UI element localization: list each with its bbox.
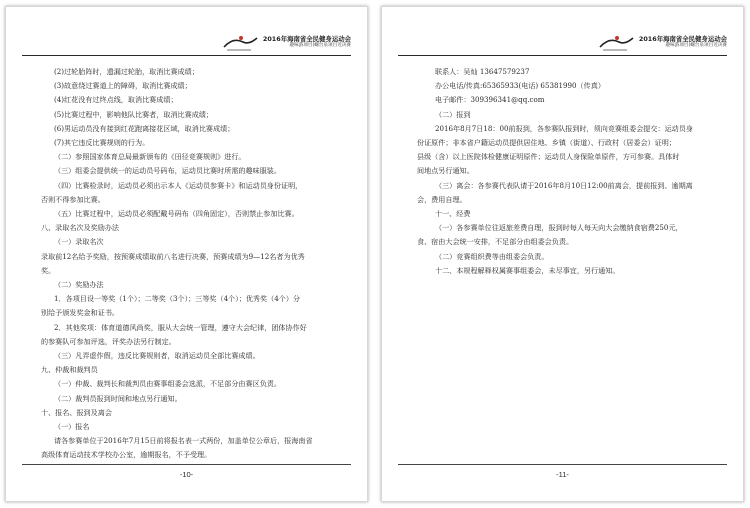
page-body [417, 65, 717, 278]
text-line: (7)其它违反比赛规则的行为。 [54, 138, 150, 148]
text-line: （二）参照国家体育总局最新颁布的《田径竞赛规则》进行。 [54, 152, 246, 162]
text-line: 高级体育运动技术学校办公室，逾期报名，不予受理。 [41, 450, 212, 460]
text-line: 的参赛队可参加评选，评奖办法另行制定。 [41, 336, 176, 346]
text-line: 九、仲裁和裁判员 [41, 365, 98, 375]
text-line: （三）凡弄虚作假，违反比赛规则者，取消运动员全部比赛成绩。 [54, 351, 260, 361]
header-divider [398, 55, 727, 56]
text-line: 十二、本规程解释权属赛事组委会，未尽事宜，另行通知。 [435, 265, 620, 275]
header-title: 2016年海南省全民健身运动会 [262, 35, 351, 43]
text-line: （五）比赛过程中，运动员必须配戴号码布（四角固定），否则禁止参加比赛。 [54, 209, 299, 219]
text-line: （三）离会：各参赛代表队请于2016年8月10日12:00前离会，提前报到、逾期离 [435, 180, 693, 190]
text-line: 十一、经费 [435, 209, 471, 219]
text-line: （一）各参赛单位往返旅差费自理，报到时每人每天向大会缴纳食宿费250元， [435, 223, 683, 233]
text-line: （四）比赛检录时，运动员必须出示本人《运动员参赛卡》和运动员身份证明， [54, 180, 303, 190]
text-line: 否则不得参加比赛。 [41, 194, 105, 204]
text-line: (3)故意绕过赛道上的障碍，取消比赛成绩； [54, 81, 192, 91]
text-line: (5)比赛过程中，影响他队比赛者，取消比赛成绩； [54, 109, 214, 119]
text-line: 办公电话/传真:65365933(电话) 65381990（传真） [435, 81, 605, 91]
text-line: (2)过轮胎阵时，遗漏过轮胎，取消比赛成绩； [54, 67, 199, 76]
text-line: 十、报名、报到及离会 [41, 407, 112, 417]
games-logo-icon [221, 33, 261, 53]
footer-divider [22, 464, 351, 465]
text-line: 录取前12名给予奖励，按预赛成绩取前八名进行决赛，预赛成绩为9—12名者为优秀 [41, 251, 305, 261]
document-page-right [381, 6, 744, 502]
footer-divider [398, 464, 727, 465]
text-line: 间地点另行通知。 [417, 166, 474, 176]
text-line: 八、录取名次及奖励办法 [41, 223, 120, 233]
games-logo-icon [597, 33, 637, 53]
text-line: （三）组委会提供统一的运动员号码布，运动员比赛时所需的趣味服装。 [54, 166, 281, 176]
text-line: （二）裁判员报到时间和地点另行通知。 [54, 393, 182, 403]
page-header [639, 35, 727, 49]
text-line: 份证原件；非本省户籍运动员提供居住地、乡镇（街道）、行政村（居委会）证明； [417, 138, 676, 148]
text-line: 会，费用自理。 [417, 194, 467, 204]
text-line: （一）仲裁、裁判长和裁判员由赛事组委会选派，不足部分由赛区负责。 [54, 379, 281, 389]
text-line: (4)红花没有过终点线，取消比赛成绩； [54, 95, 178, 105]
text-line: (6)男运动员没有接到红花跑离接花区域，取消比赛成绩； [54, 123, 235, 133]
text-line: 请各参赛单位于2016年7月15日前将报名表一式两份，加盖单位公章后，报海南省 [54, 436, 313, 446]
text-line: 县级（含）以上医院体检健康证明原件；运动员人身保险单原件，方可参赛。具体时 [417, 152, 680, 162]
text-line: （二）奖励办法 [54, 280, 104, 290]
text-line: 电子邮件：309396341@qq.com [435, 95, 545, 105]
header-subtitle: 趣味游项目(螺台泉项目近决赛 [665, 43, 727, 48]
page-header [263, 35, 351, 49]
text-line: （一）报名 [54, 422, 90, 432]
text-line: 2．其他奖项：体育道德风尚奖，服从大会统一管理，遵守大会纪律，团体协作好 [54, 322, 307, 332]
text-line: 奖。 [41, 265, 56, 275]
text-line: 2016年8月7日18：00前报到，各参赛队报到时，须向竞赛组委会提交：运动员身 [435, 123, 693, 133]
text-line: 食、宿由大会统一安排，不足部分由组委会负责。 [417, 237, 574, 247]
text-line: 联系人：吴灿 13647579237 [435, 67, 530, 76]
document-page-left [5, 6, 368, 502]
header-title: 2016年海南省全民健身运动会 [638, 35, 727, 43]
header-divider [22, 55, 351, 56]
text-line: （二）竞赛组织费等由组委会负责。 [435, 251, 549, 261]
page-body [41, 65, 341, 463]
text-line: 1．各项目设一等奖（1个）；二等奖（3个）；三等奖（4个）；优秀奖（4个）分 [54, 294, 301, 304]
text-line: （二）报到 [435, 109, 471, 119]
text-line: （一）录取名次 [54, 237, 104, 247]
page-number: -11- [556, 470, 569, 479]
text-line: 别给予颁发奖金和证书。 [41, 308, 120, 318]
page-number: -10- [179, 470, 194, 479]
header-subtitle: 趣味游项目(螺台泉项目近决赛 [289, 43, 351, 48]
